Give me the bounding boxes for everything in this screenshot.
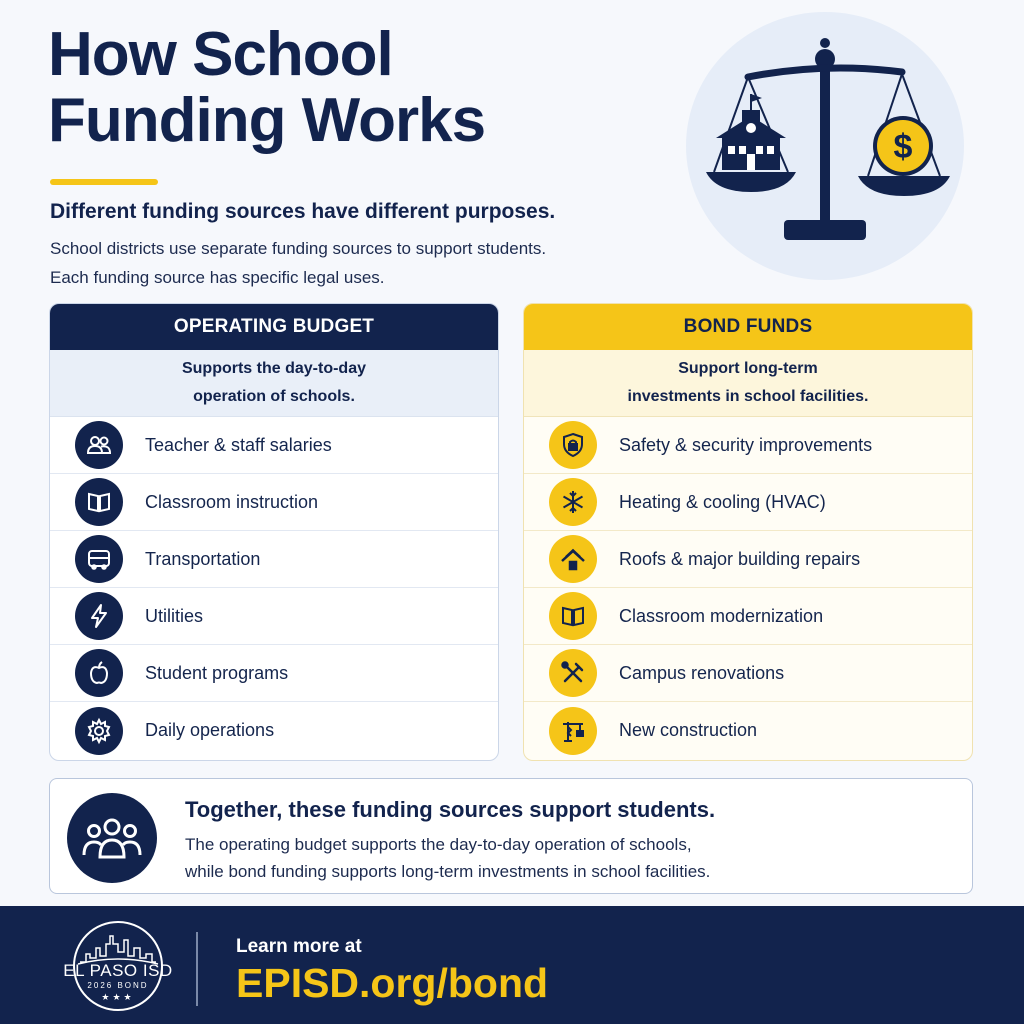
footer: [0, 906, 1024, 1024]
list-item: [50, 645, 498, 702]
bond-funds-title: BOND FUNDS: [524, 304, 972, 350]
bond-funds-panel: [523, 303, 973, 761]
learn-more-text: Learn more at: [236, 936, 362, 957]
list-item-label: Roofs & major building repairs: [619, 548, 861, 569]
shield-lock-icon: [549, 421, 597, 469]
list-item: [524, 474, 972, 531]
bond-website-link[interactable]: EPISD.org/bond: [236, 960, 549, 1006]
tools-icon: [549, 649, 597, 697]
summary-box: [49, 778, 973, 894]
gear-icon: [75, 707, 123, 755]
group-icon: [67, 793, 157, 883]
list-item-label: Classroom modernization: [619, 605, 824, 626]
book-icon: [549, 592, 597, 640]
intro-text: [50, 234, 690, 292]
list-item: [524, 531, 972, 588]
apple-icon: [75, 649, 123, 697]
summary-line-2: while bond funding supports long-term investments in school facilities.: [185, 862, 711, 881]
bond-funds-description: [524, 350, 972, 417]
list-item: [524, 588, 972, 645]
intro-line-2: Each funding source has specific legal uses.: [50, 268, 385, 287]
page-title: [48, 22, 648, 154]
roof-icon: [549, 535, 597, 583]
list-item-label: Classroom instruction: [145, 491, 319, 512]
list-item: [50, 417, 498, 474]
list-item: [50, 531, 498, 588]
crane-icon: [549, 707, 597, 755]
list-item: [50, 702, 498, 759]
operating-desc-line-2: operation of schools.: [193, 388, 355, 405]
logo-stars: ★★★: [101, 992, 135, 1002]
footer-divider: [196, 932, 198, 1006]
list-item-label: Heating & cooling (HVAC): [619, 491, 826, 512]
list-item-label: Transportation: [145, 548, 261, 569]
svg-text:$: $: [893, 128, 913, 166]
title-line-2: Funding Works: [48, 86, 486, 155]
subtitle: Different funding sources have different purposes.: [50, 200, 556, 223]
book-icon: [75, 478, 123, 526]
list-item-label: Teacher & staff salaries: [145, 434, 332, 455]
list-item-label: Utilities: [145, 605, 204, 626]
bond-desc-line-2: investments in school facilities.: [627, 388, 869, 405]
list-item: [50, 588, 498, 645]
title-line-1: How School: [48, 20, 393, 89]
list-item-label: Student programs: [145, 662, 289, 683]
people-icon: [75, 421, 123, 469]
operating-budget-description: [50, 350, 498, 417]
operating-budget-title: OPERATING BUDGET: [50, 304, 498, 350]
summary-text: [185, 831, 945, 885]
list-item-label: Safety & security improvements: [619, 434, 873, 455]
list-item: [524, 645, 972, 702]
operating-budget-panel: [49, 303, 499, 761]
list-item-label: Campus renovations: [619, 662, 785, 683]
summary-line-1: The operating budget supports the day-to-day operation of schools,: [185, 835, 692, 854]
snowflake-icon: [549, 478, 597, 526]
bond-desc-line-1: Support long-term: [678, 360, 818, 377]
list-item: [524, 417, 972, 474]
list-item: [50, 474, 498, 531]
lightning-icon: [75, 592, 123, 640]
logo-name: EL PASO ISD: [63, 961, 173, 980]
list-item-label: New construction: [619, 720, 758, 740]
bus-icon: [75, 535, 123, 583]
list-item-label: Daily operations: [145, 720, 275, 740]
operating-desc-line-1: Supports the day-to-day: [181, 360, 366, 377]
intro-line-1: School districts use separate funding sources to support students.: [50, 239, 547, 258]
list-item: [524, 702, 972, 759]
title-underline: [50, 179, 158, 185]
balance-scale-icon: [686, 12, 964, 280]
logo-subtitle: 2026 BOND: [87, 981, 149, 990]
summary-title: Together, these funding sources support students.: [185, 797, 716, 822]
